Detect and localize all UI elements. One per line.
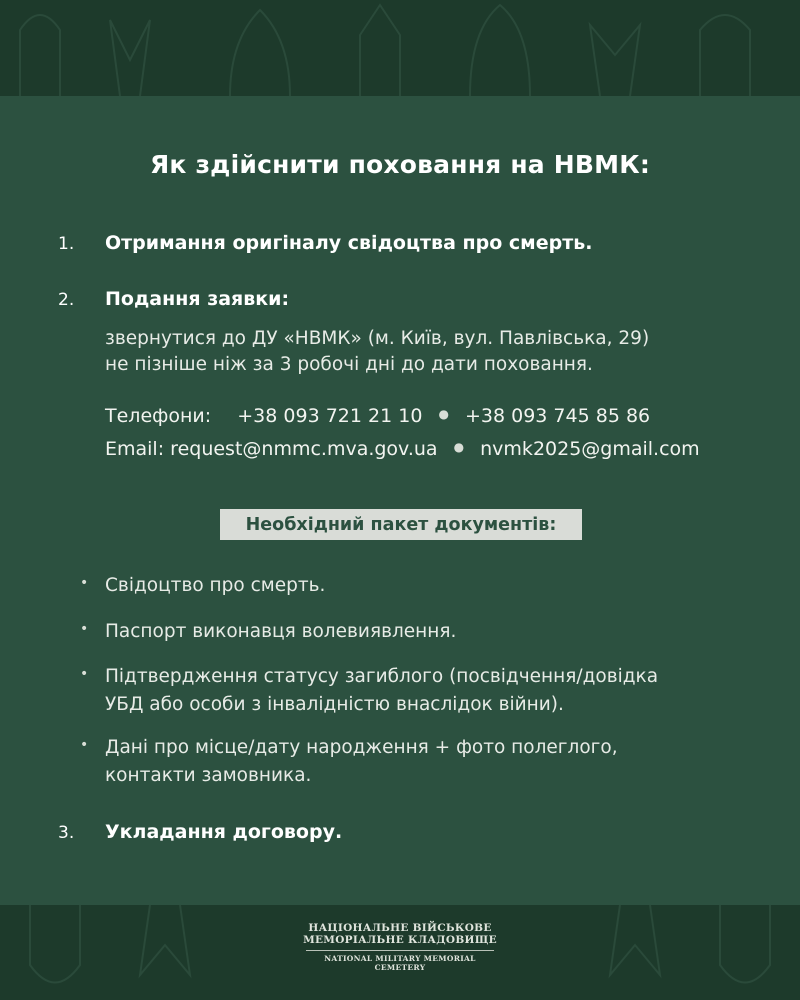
description-line: звернутися до ДУ «НВМК» (м. Київ, вул. Павлівська, 29) (105, 328, 650, 349)
step-2-description (105, 326, 649, 378)
step-2-title: Подання заявки: (105, 288, 290, 310)
phones-label: Телефони: (105, 405, 212, 427)
logo-english: NATIONAL MILITARY MEMORIAL CEMETERY (324, 954, 476, 972)
top-decorative-band (0, 0, 800, 96)
step-3-title: Укладання договору. (105, 821, 343, 843)
bullet-icon: • (80, 737, 89, 753)
document-item-line: УБД або особи з інвалідністю внаслідок війни). (105, 694, 564, 715)
logo-line-2: МЕМОРІАЛЬНЕ КЛАДОВИЩЕ (303, 934, 497, 946)
bullet-icon: • (80, 666, 89, 682)
step-1-number: 1. (58, 234, 75, 254)
document-item (105, 572, 325, 600)
page-title: Як здійснити поховання на НВМК: (149, 150, 651, 179)
email-link[interactable]: request@nmmc.mva.gov.ua (170, 438, 438, 460)
separator-dot-icon: ● (438, 407, 449, 421)
emails-row (105, 438, 700, 460)
step-1-title: Отримання оригіналу свідоцтва про смерть. (105, 232, 593, 254)
step-2-number: 2. (58, 290, 75, 310)
document-item (105, 618, 456, 646)
document-item-line: Свідоцтво про смерть. (105, 575, 326, 596)
logo-line-1: НАЦІОНАЛЬНЕ ВІЙСЬКОВЕ (308, 922, 492, 934)
document-item (105, 734, 618, 790)
document-item-line: Дані про місце/дату народження + фото полеглого, (105, 737, 618, 758)
documents-label: Необхідний пакет документів: (220, 509, 582, 540)
phone-link[interactable]: +38 093 721 21 10 (237, 405, 423, 427)
document-item-line: контакти замовника. (105, 765, 312, 786)
document-item (105, 663, 658, 719)
email-label: Email: (105, 438, 165, 460)
step-3-number: 3. (58, 823, 75, 843)
phones-row (105, 405, 650, 427)
phone-link[interactable]: +38 093 745 85 86 (464, 405, 651, 427)
trident-pattern-icon (0, 0, 800, 96)
logo-divider (306, 950, 494, 951)
bullet-icon: • (80, 621, 89, 637)
cemetery-logo (300, 922, 500, 972)
document-item-line: Підтвердження статусу загиблого (посвідчення/довідка (105, 666, 659, 687)
description-line: не пізніше ніж за 3 робочі дні до дати поховання. (105, 354, 593, 375)
document-item-line: Паспорт виконавця волевиявлення. (105, 621, 457, 642)
email-link[interactable]: nvmk2025@gmail.com (480, 438, 700, 460)
bullet-icon: • (80, 575, 89, 591)
separator-dot-icon: ● (453, 440, 465, 454)
